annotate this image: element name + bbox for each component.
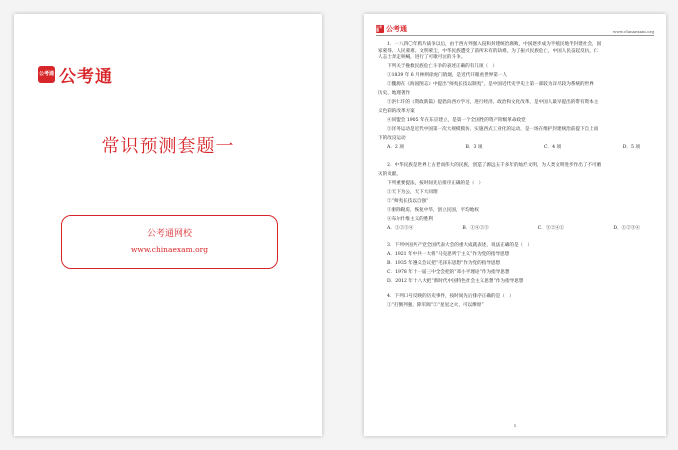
header-logo bbox=[376, 24, 407, 34]
page-header bbox=[376, 23, 654, 36]
q1-option-a[interactable]: A．2 项 bbox=[387, 145, 404, 151]
q1-option-d[interactable]: D．5 项 bbox=[622, 145, 640, 151]
cover-org: 公考通网校 bbox=[146, 229, 192, 239]
header-logo-badge: 公考通 bbox=[376, 25, 383, 32]
question-body bbox=[378, 42, 652, 312]
q1-stem: 下列关于挽救民族危亡斗争的表述正确的有几项（ ） bbox=[387, 64, 498, 70]
q2-option-c[interactable]: C．③②④① bbox=[537, 225, 565, 231]
q3-stem: 3．下列中国共产党全国代表大会的重大成就表述，说法正确的是（ ） bbox=[387, 243, 533, 249]
q1-option-c[interactable]: C．4 项 bbox=[544, 145, 562, 151]
q1-options bbox=[378, 145, 652, 152]
brand-logo bbox=[38, 62, 113, 87]
cover-page bbox=[14, 14, 322, 436]
q2-line: 2．中华民族是世界上古老而伟大的民族，创造了源远五千多年的灿烂文明，为人类文明进步作出了不可磨 bbox=[387, 162, 602, 168]
header-site-url[interactable]: www.chinaexam.org bbox=[612, 29, 654, 34]
q1-item: ①1839 年 6 月林则徐虎门销烟，是近代开眼看世界第一人 bbox=[387, 73, 508, 79]
q1-item: 下的改良运动 bbox=[378, 136, 406, 142]
q2-option-d[interactable]: D．①②③④ bbox=[613, 225, 640, 231]
spacer bbox=[378, 232, 652, 243]
q1-line: 1．一八四〇年鸦片战争以后，由于西方列强入侵和封建统治腐败，中国逐步成为半殖民地半封建社会，国 bbox=[387, 42, 602, 47]
cover-title: 常识预测套题一 bbox=[101, 136, 235, 157]
q2-item: ①天下为公，天下大同理 bbox=[387, 189, 438, 195]
q1-item: ③洪仁玕的《资政新篇》提倡向西方学习，进行经济、政治和文化改革，是中国人最早提出的带有资本主 bbox=[387, 100, 599, 106]
q3-option-a[interactable]: A．1921 年中共一大将“马克思列宁主义”作为党的指导思想 bbox=[387, 252, 510, 258]
q2-item: ④布尔什维主义的胜利 bbox=[387, 216, 433, 222]
q1-item: 历史、地理著作 bbox=[378, 91, 411, 97]
cover-url[interactable]: www.chinaexam.org bbox=[130, 245, 209, 254]
content-page bbox=[364, 14, 666, 436]
q1-item: 义色彩的改革方案 bbox=[378, 109, 415, 115]
page-number: 1 bbox=[513, 423, 517, 428]
q1-line: 人志士奔走呐喊，进行了可歌可泣的斗争。 bbox=[378, 55, 466, 61]
q4-item: ①“打倒列强，除军阀”②“星星之火，可以燎原” bbox=[387, 303, 484, 309]
q1-line: 家蒙辱、人民蒙难、文明蒙尘，中华民族遭受了前所未有的劫难。为了振兴民族危亡，中国人民奋起反抗，仁 bbox=[378, 48, 599, 54]
q1-item: ⑤洋务运动是近代中国第一次大规模模仿、实施西式工业化的运动，是一场在维护封建统治前提下自上而 bbox=[387, 127, 599, 133]
q4-stem: 4．下列口号反映的历史事件，按时间先后排序正确的是（ ） bbox=[387, 294, 514, 300]
q2-option-a[interactable]: A．①②③④ bbox=[387, 225, 414, 231]
q2-item: ②“师夷长技以自强” bbox=[387, 198, 429, 204]
q1-item: ②魏源在《海国图志》中提出“师夷长技以制夷”，是中国近代史学史上第一部较为详尽较为系统的世界 bbox=[387, 82, 594, 88]
q3-option-c[interactable]: C．1978 年十一届三中全会把的“邓小平理论”作为指导思想 bbox=[387, 270, 510, 276]
q2-option-b[interactable]: B．①④②③ bbox=[462, 225, 489, 231]
q2-line: 灭的贡献。 bbox=[378, 171, 401, 177]
logo-badge: 公考通 bbox=[38, 66, 55, 83]
q3-option-b[interactable]: B．1935 年遵义会议把“毛泽东思想”作为党的指导思想 bbox=[387, 261, 501, 267]
q3-option-d[interactable]: D．2012 年十八大把“新时代中国特色社会主义思想”作为指导思想 bbox=[387, 279, 524, 285]
q1-option-b[interactable]: B．3 项 bbox=[465, 145, 483, 151]
cover-info-box bbox=[61, 215, 278, 269]
q1-item: ④同盟会 1905 年在东京建立，是第一个全国性的资产阶级革命政党 bbox=[387, 118, 526, 124]
q2-item: ③驱除鞑虏，恢复中华，创立民国，平均地权 bbox=[387, 207, 479, 213]
logo-text: 公考通 bbox=[59, 67, 113, 87]
header-logo-text: 公考通 bbox=[386, 25, 407, 33]
q2-options bbox=[378, 226, 652, 233]
q2-stem: 下列重要提法，按时间先后排序正确的是（ ） bbox=[387, 180, 484, 186]
spacer bbox=[378, 152, 652, 163]
